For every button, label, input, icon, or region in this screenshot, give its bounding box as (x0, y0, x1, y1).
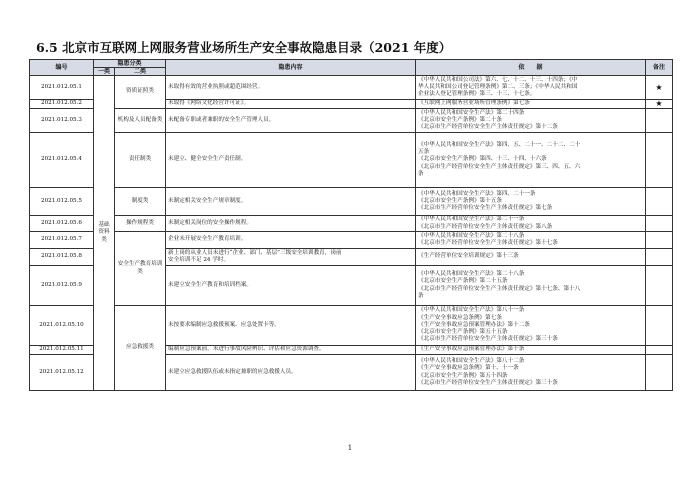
cat2-responsibility: 责任制类 (115, 133, 166, 188)
row-content: 未按要求编制应急救援预案、应急处置卡等。 (166, 306, 416, 346)
row-basis: 《生产安全事故应急预案管理办法》第十条 (416, 346, 646, 355)
row-note (646, 346, 673, 355)
table-row (30, 188, 673, 216)
row-basis: 《中华人民共和国安全生产法》第八十二条 《生产安全事故应急条例》第十、十一条 《北京市安全生产条例》第五十四条 《北京市生产经营单位安全生产主体责任规定》第三十条 (416, 355, 646, 391)
row-content: 未制定相关岗位的安全操作规程。 (166, 216, 416, 232)
header-code: 编号 (30, 60, 94, 76)
row-content: 编制应急预案前，未进行事故风险辨识、评估和应急资源调查。 (166, 346, 416, 355)
row-note-star: ★ (646, 76, 673, 100)
row-basis: 《中华人民共和国安全生产法》第四、五、二十一、二十二、二十 五条 《北京市安全生产条例》第四、十三、十四、十六条 《北京市生产经营单位安全生产主体责任规定》第三、四、五、六 条 (416, 133, 646, 188)
row-note (646, 355, 673, 391)
row-note (646, 188, 673, 216)
cat1-cell: 基础资料类 (94, 76, 115, 391)
row-code: 2021.012.05.7 (30, 232, 94, 249)
header-basis: 依 据 (416, 60, 646, 76)
row-code: 2021.012.05.1 (30, 76, 94, 100)
row-note (646, 249, 673, 266)
row-content: 未建立安全生产教育和培训档案。 (166, 266, 416, 306)
page-title: 6.5 北京市互联网上网服务营业场所生产安全事故隐患目录（2021 年度） (36, 40, 452, 55)
row-content: 未取得有效的营业执照或超范围经营。 (166, 76, 416, 100)
row-basis: 《中华人民共和国安全生产法》第二十八条 《北京市安全生产条例》第二十五条 《北京市生产经营单位安全生产主体责任规定》第十七条、第十八 条 (416, 266, 646, 306)
row-content: 未取得《网络文化经营许可证》。 (166, 100, 416, 109)
row-basis: 《中华人民共和国安全生产法》第四、二十一条 《北京市安全生产条例》第十五条 《北京市生产经营单位安全生产主体责任规定》第七条 (416, 188, 646, 216)
page-number: 1 (347, 444, 353, 452)
header-note: 备注 (646, 60, 673, 76)
cat2-training: 安全生产教育培训类 (115, 232, 166, 306)
cat2-rules: 制度类 (115, 188, 166, 216)
header-category: 隐患分类 (94, 60, 166, 68)
row-code: 2021.012.05.3 (30, 109, 94, 133)
row-content: 未制定相关安全生产规章制度。 (166, 188, 416, 216)
row-content: 企业未开展安全生产教育培训。 (166, 232, 416, 249)
row-code: 2021.012.05.11 (30, 346, 94, 355)
table-row (30, 216, 673, 232)
row-basis: 《生产经营单位安全培训规定》第十三条 (416, 249, 646, 266)
table-row (30, 76, 673, 100)
row-content: 未建立、健全安全生产责任制。 (166, 133, 416, 188)
row-code: 2021.012.05.4 (30, 133, 94, 188)
cat2-procedures: 操作规程类 (115, 216, 166, 232)
row-basis: 《中华人民共和国公司法》第六、七、十二、十三、十四条；《中 华人民共和国公司登记管理条例》第二、三条；《中华人民共和国 企业法人登记管理条例》第三、十三、十七条。 (416, 76, 646, 100)
row-basis: 《中华人民共和国安全生产法》第二十一条 《北京市生产经营单位安全生产主体责任规定》第八条 (416, 216, 646, 232)
row-basis: 《中华人民共和国安全生产法》第二十八条 《北京市生产经营单位安全生产主体责任规定》第十七条 (416, 232, 646, 249)
row-note (646, 216, 673, 232)
row-note-star: ★ (646, 100, 673, 109)
row-code: 2021.012.05.9 (30, 266, 94, 306)
row-basis: 《中华人民共和国安全生产法》第二十四条 《北京市安全生产条例》第二十条 《北京市生产经营单位安全生产主体责任规定》第十二条 (416, 109, 646, 133)
row-note (646, 306, 673, 346)
header-cat2: 二类 (115, 68, 166, 76)
table-row (30, 133, 673, 188)
table-row (30, 306, 673, 346)
row-code: 2021.012.05.8 (30, 249, 94, 266)
cat2-staffing: 机构及人员配备类 (115, 109, 166, 133)
row-content: 未配备专职或者兼职的安全生产管理人员。 (166, 109, 416, 133)
table-row (30, 109, 673, 133)
row-content: 新上岗的从业人员未进行“企业、部门、基层”三级安全培训教育，岗前 安全培训不足 24 学时。 (166, 249, 416, 266)
row-note (646, 232, 673, 249)
row-note (646, 266, 673, 306)
row-content: 未建立应急救援队伍或未指定兼职的应急救援人员。 (166, 355, 416, 391)
row-code: 2021.012.05.12 (30, 355, 94, 391)
row-note (646, 109, 673, 133)
header-cat1: 一类 (94, 68, 115, 76)
row-code: 2021.012.05.10 (30, 306, 94, 346)
table-row (30, 232, 673, 249)
header-content: 隐患内容 (166, 60, 416, 76)
row-code: 2021.012.05.5 (30, 188, 94, 216)
row-code: 2021.012.05.2 (30, 100, 94, 109)
cat2-emergency: 应急救援类 (115, 306, 166, 391)
row-basis: 《中华人民共和国安全生产法》第八十一条 《生产安全事故应急条例》第七条 《生产安全事故应急预案管理办法》第十二条 《北京市安全生产条例》第五十五条 《北京市生产经营单位安全生产主体责任规定》第三十条 (416, 306, 646, 346)
row-note (646, 133, 673, 188)
cat2-qualification: 资质证照类 (115, 76, 166, 109)
row-basis: 《互联网上网服务营业场所管理条例》第七条 (416, 100, 646, 109)
hazard-catalog-table (29, 59, 673, 391)
row-code: 2021.012.05.6 (30, 216, 94, 232)
